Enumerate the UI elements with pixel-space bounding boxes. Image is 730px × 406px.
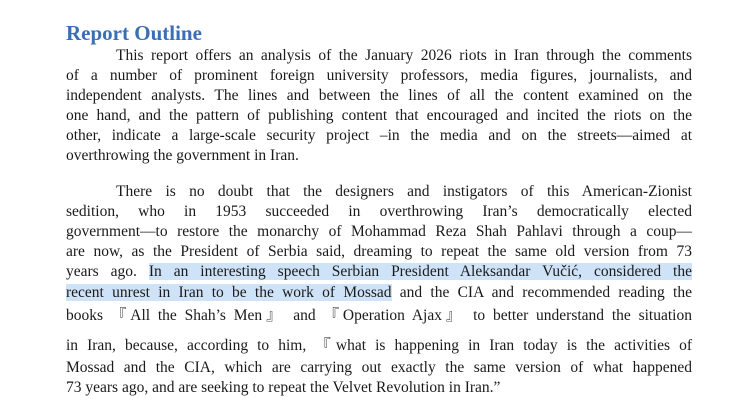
paragraph-2-line: books 『All the Shah’s Men』 and 『Operation Ajax』 to better understand the situation [66, 307, 692, 324]
paragraph-2-line: government—to restore the monarchy of Mohammad Reza Shah Pahlavi through a coup— [66, 223, 692, 240]
paragraph-1-line: other, indicate a large-scale security project –in the media and on the streets—aimed at [66, 127, 692, 144]
highlighted-text[interactable]: recent unrest in Iran to be the work of Mossad [66, 284, 392, 301]
paragraph-2-line [66, 283, 692, 303]
paragraph-2-line: There is no doubt that the designers and instigators of this American-Zionist [116, 183, 692, 200]
paragraph-2-line: Mossad and the CIA, which are carrying out exactly the same version of what happened [66, 359, 692, 376]
paragraph-1-line: overthrowing the government in Iran. [66, 147, 299, 164]
section-heading: Report Outline [66, 21, 202, 45]
paragraph-1-line: independent analysts. The lines and between the lines of all the content examined on the [66, 87, 692, 104]
paragraph-2-line: sedition, who in 1953 succeeded in overthrowing Iran’s democratically elected [66, 203, 692, 220]
highlighted-text[interactable]: In an interesting speech Serbian President Aleksandar Vučić, considered the [148, 263, 692, 280]
plain-text: and the CIA and recommended reading the [391, 284, 692, 301]
paragraph-1-line: of a number of prominent foreign university professors, media figures, journalists, and [66, 67, 692, 84]
paragraph-2-line: 73 years ago, and are seeking to repeat the Velvet Revolution in Iran.” [66, 379, 501, 396]
plain-text: years ago. [66, 263, 149, 280]
paragraph-1-line: one hand, and the pattern of publishing content that encouraged and incited the riots on the [66, 107, 692, 124]
paragraph-1-line: This report offers an analysis of the January 2026 riots in Iran through the comments [116, 47, 692, 64]
paragraph-2-line: in Iran, because, according to him, 『what is happening in Iran today is the activities of [66, 337, 692, 354]
paragraph-2-line [66, 262, 692, 282]
paragraph-2-line: are now, as the President of Serbia said, dreaming to repeat the same old version from 73 [66, 243, 692, 260]
